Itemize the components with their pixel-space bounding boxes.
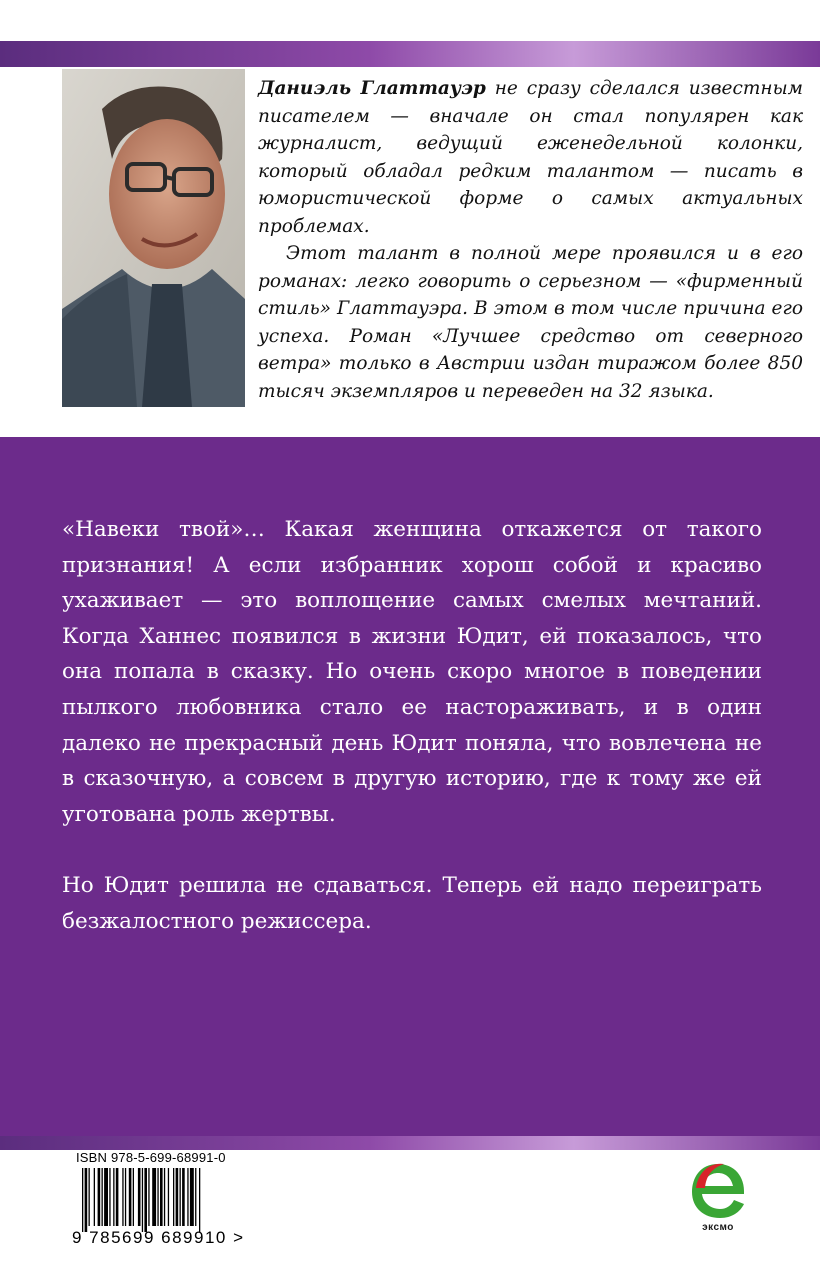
barcode-icon: [72, 1168, 252, 1232]
top-decorative-band: [0, 41, 820, 67]
eksmo-logo-icon: [688, 1160, 748, 1222]
barcode-bar: [129, 1168, 132, 1226]
barcode-bar: [168, 1168, 169, 1226]
author-bio: [258, 75, 803, 405]
barcode-bar: [182, 1168, 185, 1226]
barcode-bar: [142, 1168, 143, 1232]
barcode-bar: [199, 1168, 200, 1232]
barcode-bar: [164, 1168, 165, 1226]
bottom-decorative-band: [0, 1136, 820, 1150]
barcode-bar: [173, 1168, 174, 1226]
barcode-bar: [160, 1168, 163, 1226]
barcode-bar: [187, 1168, 188, 1226]
bio-paragraph-2: Этот талант в полной мере проявился и в его романах: легко говорить о серьезном — «фирменный стиль» Глаттауэра. В этом в том числе причина его успеха. Роман «Лучшее средство от северного ветра» только в Австрии издан тиражом более 850 тысяч экземпляров и переведен на 32 языка.: [258, 243, 803, 402]
barcode-bar: [104, 1168, 108, 1226]
barcode-bar: [152, 1168, 156, 1226]
barcode-bar: [109, 1168, 110, 1226]
barcode-bar: [122, 1168, 123, 1226]
blurb-paragraph-2: Но Юдит решила не сдаваться. Теперь ей надо переиграть безжалостного режиссера.: [62, 873, 762, 934]
barcode-bar: [148, 1168, 149, 1226]
author-name: Даниэль Глаттауэр: [258, 78, 486, 99]
bio-p1-text: не сразу сделался известным писателем — вначале он стал популярен как журналист, ведущий еженедельной колонки, который обладал редким талантом — писать в юмористической форме о самых актуальных проблемах.: [258, 78, 803, 237]
bio-paragraph-1: [258, 75, 803, 240]
publisher-name: эксмо: [702, 1222, 734, 1233]
barcode-bar: [102, 1168, 103, 1226]
barcode-bar: [125, 1168, 126, 1226]
barcode-bar: [138, 1168, 141, 1226]
barcode-bar: [180, 1168, 181, 1226]
barcode-bar: [133, 1168, 134, 1226]
barcode-bar: [190, 1168, 194, 1226]
book-blurb: [62, 512, 762, 976]
barcode-bar: [157, 1168, 158, 1226]
barcode-block: [72, 1150, 250, 1250]
author-photo: [62, 69, 245, 407]
barcode-bar: [82, 1168, 83, 1232]
publisher-logo: [688, 1160, 748, 1242]
barcode-bar: [113, 1168, 114, 1226]
barcode-bar: [195, 1168, 196, 1226]
barcode-bar: [144, 1168, 147, 1232]
barcode-bar: [94, 1168, 95, 1226]
isbn-label: ISBN 978-5-699-68991-0: [76, 1150, 226, 1165]
barcode-bar: [116, 1168, 119, 1226]
barcode-number: 9 785699 689910 >: [72, 1228, 245, 1247]
barcode-bar: [85, 1168, 88, 1232]
barcode-bar: [98, 1168, 101, 1226]
barcode-bar: [176, 1168, 179, 1226]
blurb-paragraph-1: «Навеки твой»… Какая женщина откажется от такого признания! А если избранник хорош собой и красиво ухаживает — это воплощение самых смелых мечтаний. Когда Ханнес появился в жизни Юдит, ей показалось, что она попала в сказку. Но очень скоро многое в поведении пылкого любовника стало ее настораживать, и в один далеко не прекрасный день Юдит поняла, что вовлечена не в сказочную, а совсем в другую историю, где к тому же ей уготована роль жертвы.: [62, 517, 762, 827]
barcode-bar: [89, 1168, 90, 1226]
author-panel: [0, 67, 820, 437]
